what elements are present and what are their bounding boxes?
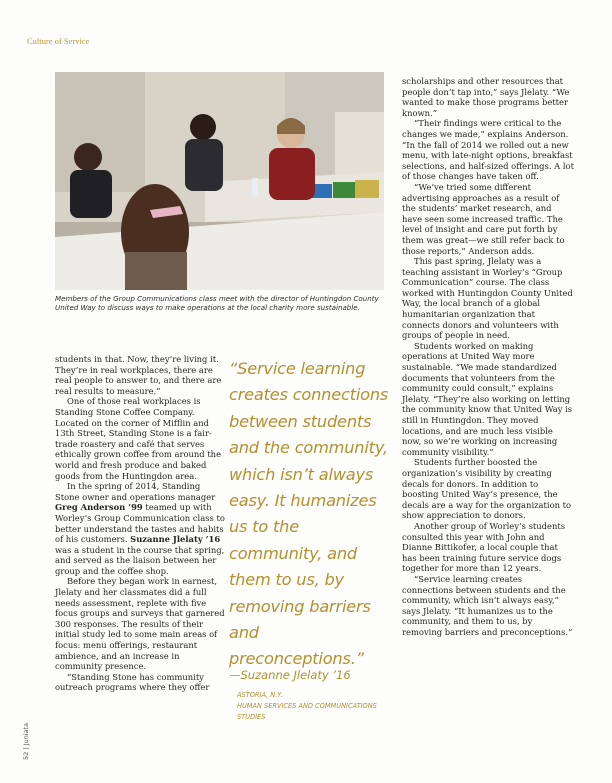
paragraph: “Standing Stone has community outreach programs where they offer (55, 671, 210, 693)
person-name: Greg Anderson ’99 (55, 502, 143, 513)
text-run: was a student in the course that spring, and served as the liaison between her group and the coffee shop. (55, 544, 225, 576)
photo-illustration (55, 72, 384, 290)
left-column (55, 354, 225, 693)
paragraph: “Service learning creates connections between students and the community, which isn’t always easy,” says Jlelaty. “It humanizes us to the community, and them to us, by removing barriers and preconceptions.” (402, 573, 573, 637)
section-label: Culture of Service (27, 36, 90, 46)
right-column (402, 76, 574, 637)
majors: HUMAN SERVICES AND COMMUNICATIONS STUDIES (237, 702, 377, 721)
pull-quote-attribution: —Suzanne Jlelaty ’16 (229, 668, 351, 682)
paragraph: “We’ve tried some different advertising approaches as a result of the students’ market research, and have seen some increased traffic. The level of insight and care put forth by them was great—we still refer back to those reports,” Anderson adds. (402, 181, 565, 256)
text-run: teamed up with Worley’s Group Communication class to better understand the tastes and habits of his customers. (55, 502, 225, 545)
page-folio: 52 | Juniata (22, 722, 30, 760)
paragraph: Students further boosted the organization’s visibility by creating decals for donors. In addition to boosting United Way’s presence, the decals are a way for the organization to show appreciation to donors. (402, 457, 572, 521)
text-run: In the spring of 2014, Standing Stone owner and operations manager (55, 481, 216, 502)
paragraph: One of those real workplaces is Standing Stone Coffee Company. Located on the corner of Mifflin and 13th Street, Standing Stone is a fair-trade roastery and café that serves ethically grown coffee from around the world and fresh produce and baked goods from the Huntingdon area. (55, 396, 222, 481)
paragraph: Another group of Worley’s students consulted this year with John and Dianne Bittikofer, a local couple that has been training future service dogs together for more than 12 years. (402, 520, 565, 574)
paragraph: Students worked on making operations at United Way more sustainable. “We made standardized documents that volunteers from the community could consult,” explains Jlelaty. “They’re also working on letting the community know that United Way is still in Huntingdon. They moved locations, and are much less visible now, so we’re working on increasing community visibility.” (402, 340, 573, 457)
person-name: Suzanne Jlelaty ’16 (130, 534, 221, 545)
class-meeting-photo (55, 72, 384, 290)
photo-caption: Members of the Group Communications class meet with the director of Huntingdon County United Way to discuss ways to make operations at the local charity more sustainable. (55, 294, 379, 312)
paragraph: This past spring, Jlelaty was a teaching assistant in Worley’s “Group Communication” course. The class worked with Huntingdon County United Way, the local branch of a global humanitarian organization that connects donors and volunteers with groups of people in need. (402, 256, 573, 341)
paragraph (55, 481, 225, 576)
paragraph: “Their findings were critical to the changes we made,” explains Anderson. “In the fall of 2014 we rolled out a new menu, with late-night options, breakfast selections, and half-sized offerings. A lot of those changes have taken off. (402, 118, 574, 182)
pull-quote: “Service learning creates connections between students and the community, which isn’t always easy. It humanizes us to the community, and them to us, by removing barriers and preconceptions.” (229, 359, 389, 669)
pull-quote-meta (237, 690, 397, 723)
paragraph: students in that. Now, they’re living it. They’re in real workplaces, there are real people to answer to, and there are real results to measure.” (55, 354, 222, 396)
hometown: ASTORIA, N.Y. (237, 691, 283, 699)
paragraph: Before they began work in earnest, Jlelaty and her classmates did a full needs assessment, replete with five focus groups and surveys that garnered 300 responses. The results of their initial study led to some main areas of focus: menu offerings, restaurant ambience, and an increase in community presence. (55, 576, 225, 672)
paragraph: scholarships and other resources that people don’t tap into,” says Jlelaty. “We wanted to make those programs better known.” (402, 76, 570, 118)
